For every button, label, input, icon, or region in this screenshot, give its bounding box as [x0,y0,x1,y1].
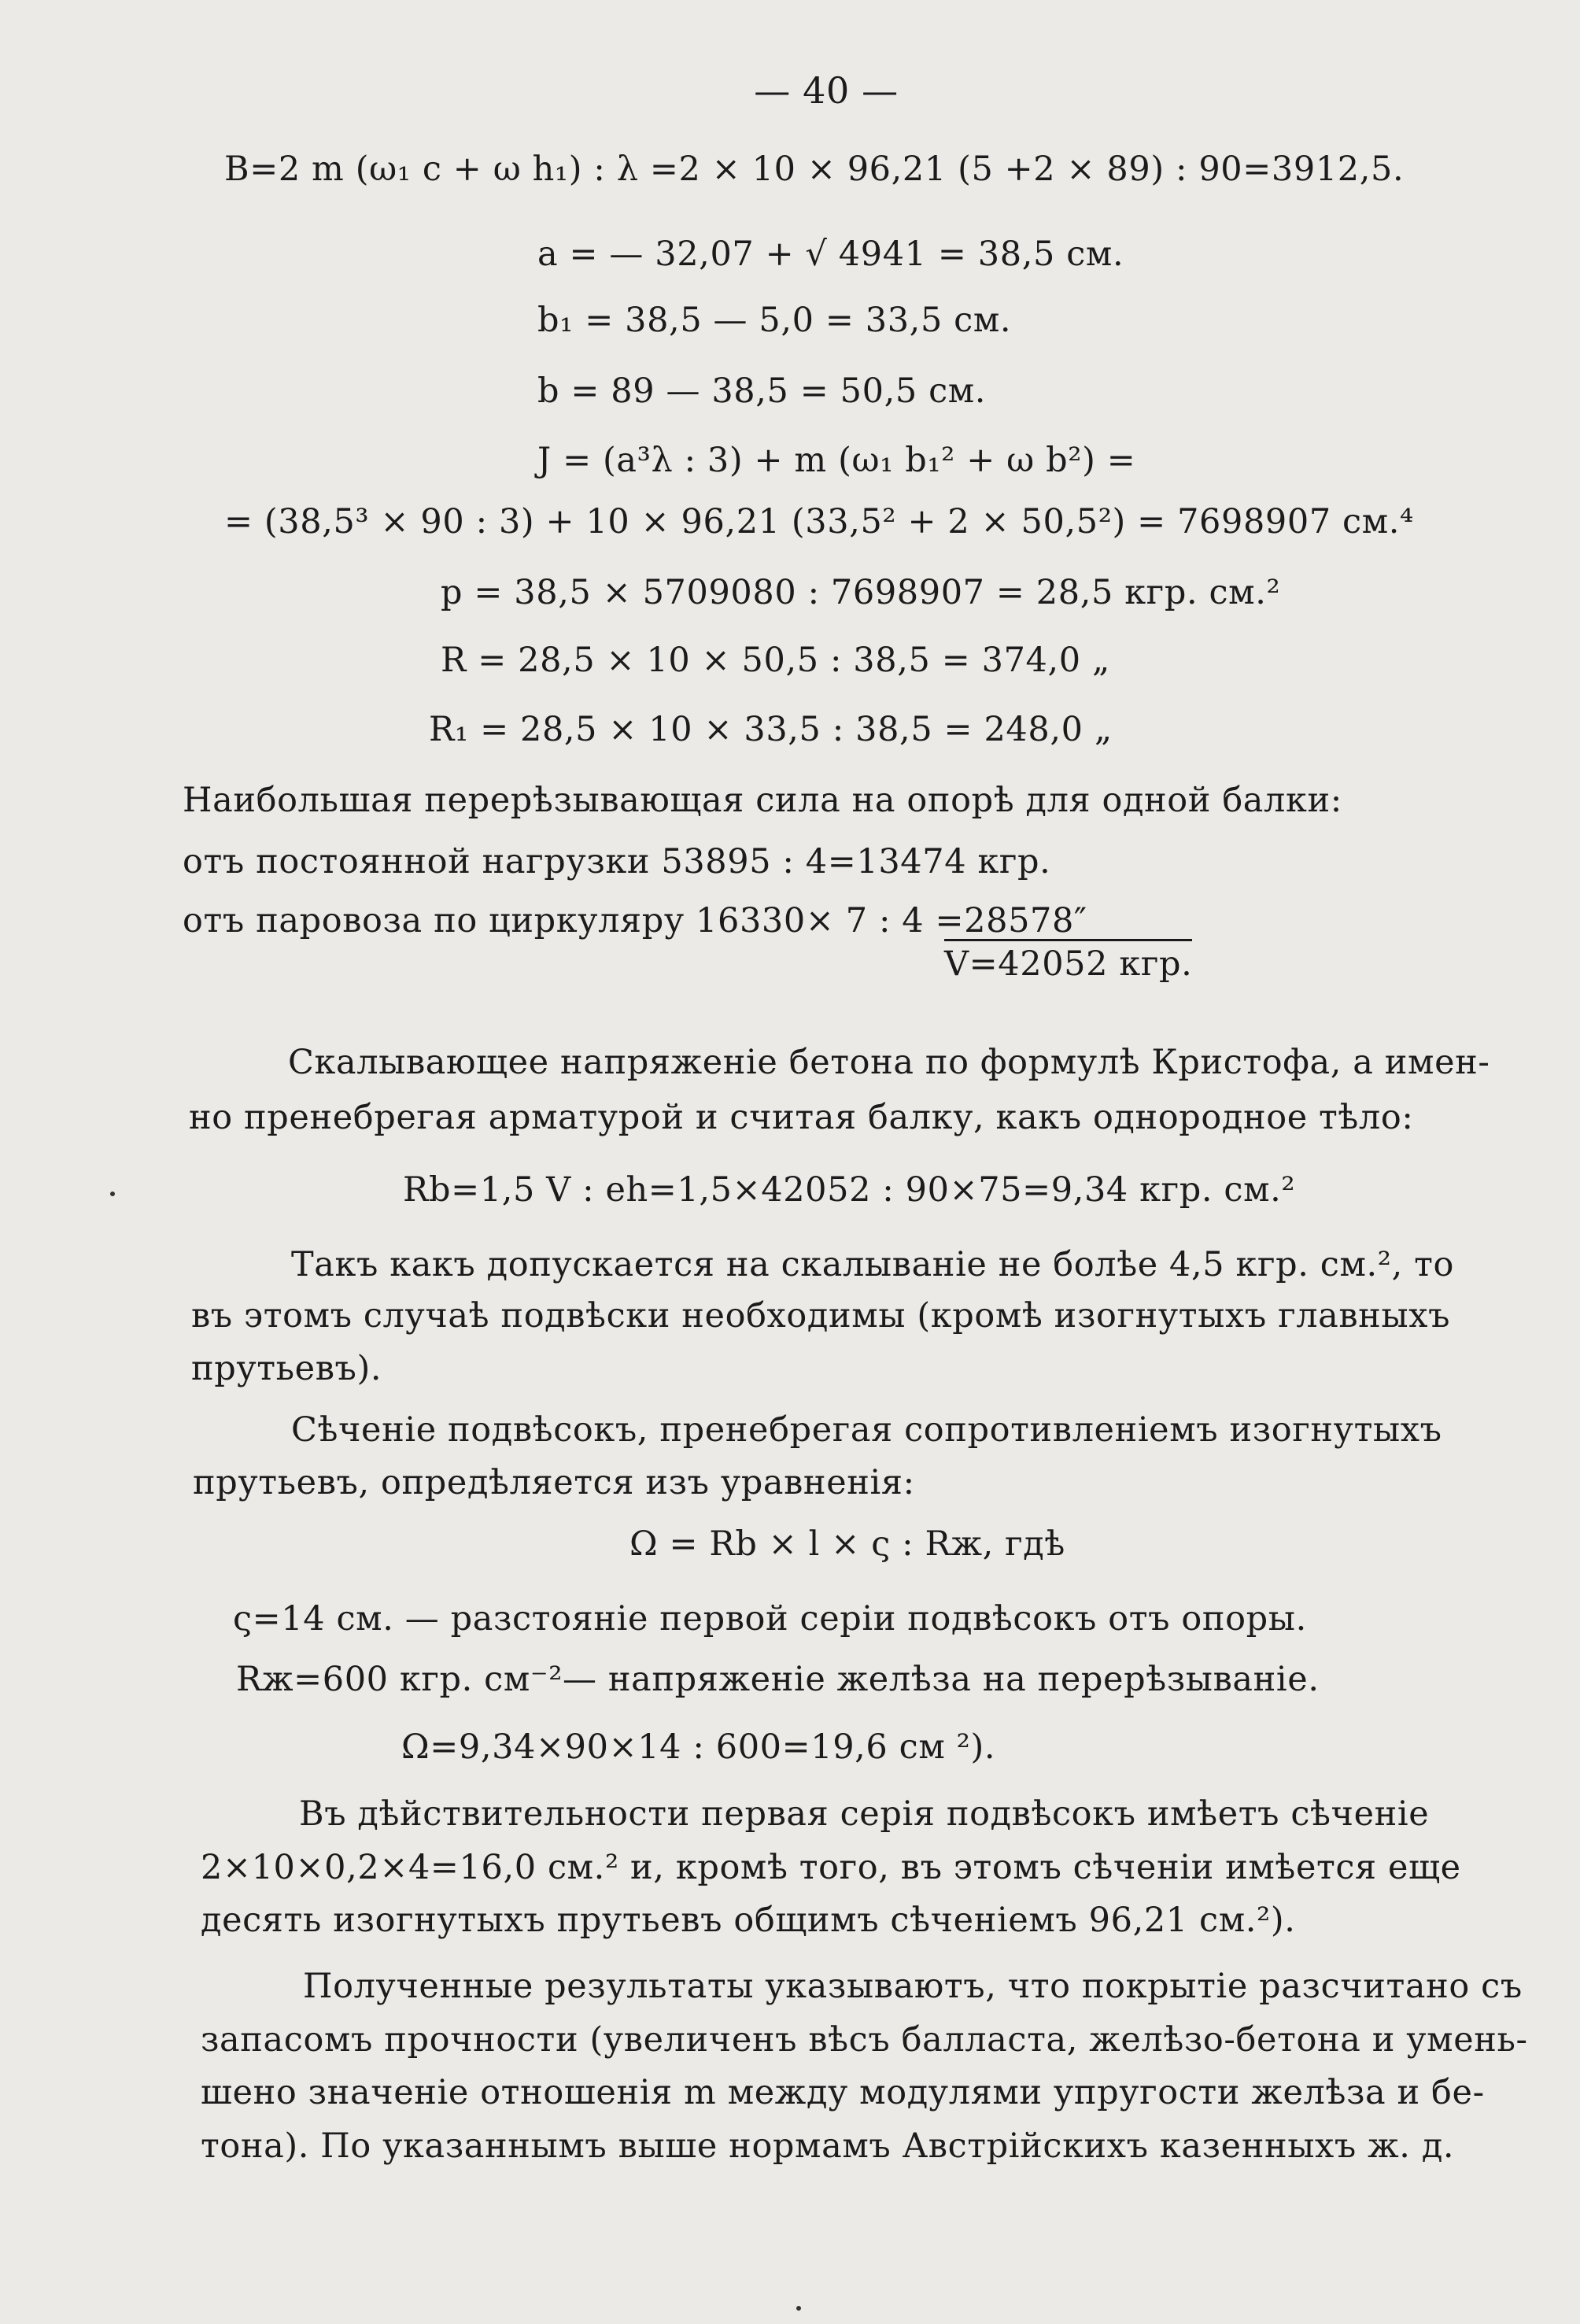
para-1-line-2: но пренебрегая арматурой и считая балку, какъ однородное тѣло: [189,1098,1414,1137]
formula-p: p = 38,5 × 5709080 : 7698907 = 28,5 кгр. см.² [441,573,1281,612]
para-5-line-1: Полученные результаты указываютъ, что покрытіе разсчитано съ [303,1967,1523,2006]
para-5-line-2: запасомъ прочности (увеличенъ вѣсъ балласта, желѣзо-бетона и умень- [201,2020,1528,2060]
para-5-line-3: шено значеніе отношенія m между модулями упругости желѣза и бе- [201,2073,1485,2112]
formula-b-value: b = 89 — 38,5 = 50,5 см. [537,371,987,411]
formula-j-expanded: = (38,5³ × 90 : 3) + 10 × 96,21 (33,5² + 2 × 50,5²) = 7698907 см.⁴ [224,502,1414,541]
formula-j: J = (a³λ : 3) + m (ω₁ b₁² + ω b²) = [537,441,1136,480]
formula-a: a = — 32,07 + √ 4941 = 38,5 см. [537,235,1124,274]
para-2-line-3: прутьевъ). [191,1349,382,1388]
formula-r1: R₁ = 28,5 × 10 × 33,5 : 38,5 = 248,0 „ [429,710,1113,749]
para-3-line-1: Сѣченіе подвѣсокъ, пренебрегая сопротивленіемъ изогнутыхъ [291,1410,1442,1450]
formula-omega: Ω = Rb × l × ς : Rж, гдѣ [629,1524,1065,1564]
formula-omega-value: Ω=9,34×90×14 : 600=19,6 см ²). [401,1727,996,1767]
shear-locomotive: отъ паровоза по циркуляру 16330× 7 : 4 =28578″ [183,901,1087,940]
formula-b: B=2 m (ω₁ c + ω h₁) : λ =2 × 10 × 96,21 (5 +2 × 89) : 90=3912,5. [224,150,1405,189]
page-number: — 40 — [754,69,899,112]
para-3-line-2: прутьевъ, опредѣляется изъ уравненія: [193,1463,915,1502]
para-4-line-2: 2×10×0,2×4=16,0 см.² и, кромѣ того, въ этомъ сѣченіи имѣется еще [201,1848,1461,1887]
scan-speck [796,2306,801,2311]
para-2-line-2: въ этомъ случаѣ подвѣски необходимы (кромѣ изогнутыхъ главныхъ [191,1296,1451,1336]
formula-r: R = 28,5 × 10 × 50,5 : 38,5 = 374,0 „ [441,641,1110,680]
shear-dead-load: отъ постоянной нагрузки 53895 : 4=13474 кгр. [183,842,1051,881]
shear-heading: Наибольшая перерѣзывающая сила на опорѣ для одной балки: [183,781,1342,820]
shear-total: V=42052 кгр. [944,939,1192,985]
para-2-line-1: Такъ какъ допускается на скалываніе не болѣе 4,5 кгр. см.², то [291,1245,1455,1284]
formula-b1: b₁ = 38,5 — 5,0 = 33,5 см. [537,301,1012,340]
definition-rzh: Rж=600 кгр. см⁻²— напряженіе желѣза на перерѣзываніе. [236,1660,1320,1699]
scan-speck [110,1192,115,1196]
para-5-line-4: тона). По указаннымъ выше нормамъ Австрійскихъ казенныхъ ж. д. [201,2126,1455,2166]
para-1-line-1: Скалывающее напряженіе бетона по формулѣ Кристофа, а имен- [288,1043,1490,1082]
formula-rb: Rb=1,5 V : eh=1,5×42052 : 90×75=9,34 кгр. см.² [403,1170,1296,1210]
para-4-line-3: десять изогнутыхъ прутьевъ общимъ сѣченіемъ 96,21 см.²). [201,1901,1296,1940]
definition-spacing: ς=14 см. — разстояніе первой серіи подвѣсокъ отъ опоры. [233,1599,1307,1639]
para-4-line-1: Въ дѣйствительности первая серія подвѣсокъ имѣетъ сѣченіе [299,1794,1430,1834]
